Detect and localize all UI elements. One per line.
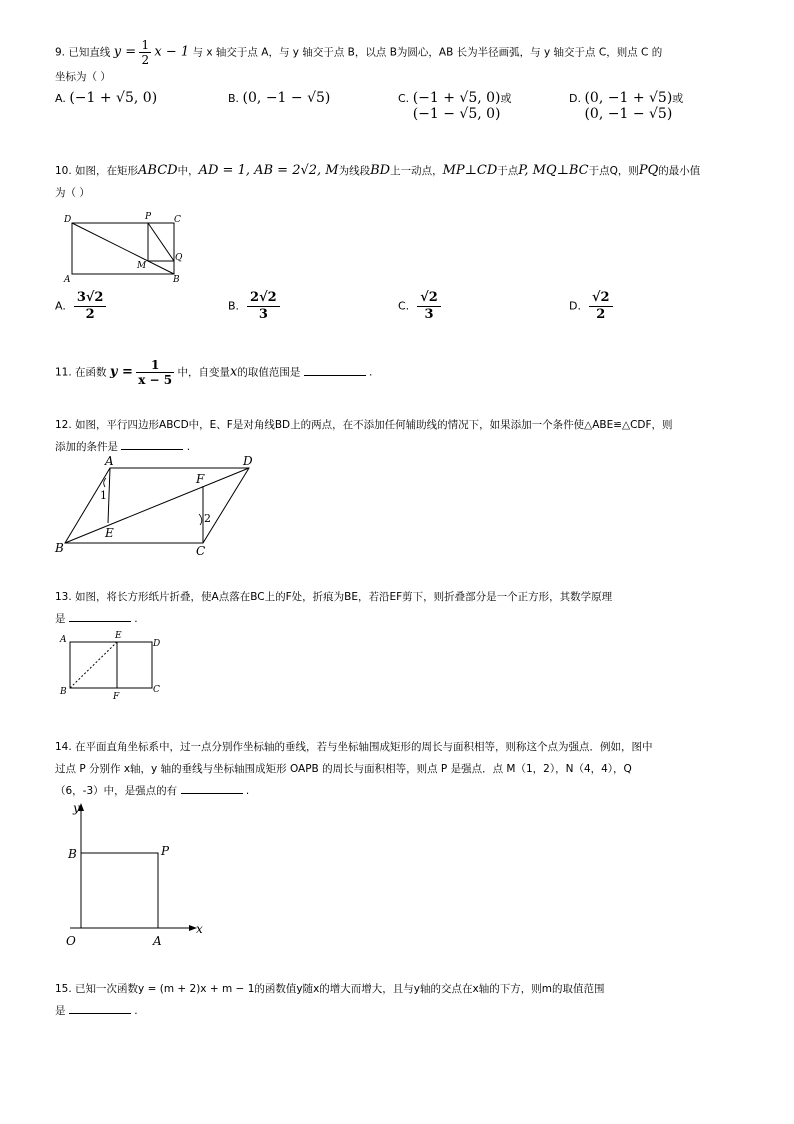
option-a[interactable]: A. (−1 + √5, 0) [55, 90, 158, 106]
question-15: 15. 已知一次函数y = (m + 2)x + m − 1的函数值y随x的增大而增大，且与y轴的交点在x轴的下方，则m的取值范围 [55, 983, 605, 995]
label-2: 2 [204, 512, 211, 525]
answer-blank[interactable] [69, 609, 131, 622]
label-a: A [64, 275, 71, 283]
label-f: F [113, 692, 120, 702]
question-15-line2: 是 . [55, 1000, 745, 1022]
figure-coordinate-plane [58, 800, 208, 950]
answer-blank[interactable] [181, 781, 243, 794]
question-13-line2: 是 . [55, 608, 745, 630]
label-b: B [55, 541, 64, 555]
question-14-line2: 过点 P 分别作 x轴，y 轴的垂线与坐标轴围成矩形 OAPB 的周长与面积相等，则点 P 是强点．点 M（1，2），N（4，4），Q [55, 763, 632, 775]
figure-rectangle-abcd [55, 208, 195, 283]
label-c: C [174, 215, 181, 225]
label-1: 1 [100, 489, 107, 502]
option-d[interactable]: D. $\frac{√2}{2}$ [569, 290, 613, 323]
answer-blank[interactable] [69, 1001, 131, 1014]
option-a[interactable]: A. $\frac{3√2}{2}$ [55, 290, 106, 323]
option-d[interactable]: D. (0, −1 + √5)或 (0, −1 − √5) [569, 90, 684, 122]
label-a: A [60, 635, 67, 645]
question-number: 9. [55, 46, 66, 59]
math-expr: x − 1 [154, 44, 190, 60]
question-number: 13. [55, 591, 72, 603]
question-9 [55, 38, 745, 67]
label-f: F [196, 472, 205, 486]
label-y: y [73, 801, 80, 815]
answer-blank[interactable] [304, 363, 366, 376]
question-number: 12. [55, 419, 72, 431]
label-m: M [137, 261, 147, 271]
fraction: $\frac{1}{2}$ [141, 38, 150, 67]
label-q: Q [175, 253, 183, 263]
question-number: 11. [55, 366, 72, 379]
question-9-line2 [55, 66, 745, 88]
label-a: A [153, 934, 162, 948]
label-b: B [60, 687, 67, 697]
question-text: 坐标为（ ） [55, 71, 111, 83]
option-b[interactable]: B. (0, −1 − √5) [228, 90, 331, 106]
label-d: D [64, 215, 72, 225]
question-text: 与 x 轴交于点 A，与 y 轴交于点 B，以点 B为圆心，AB 长为半径画弧，与 y 轴交于点 C，则点 C 的 [192, 46, 663, 59]
answer-blank[interactable] [121, 437, 183, 450]
label-e: E [105, 526, 114, 540]
question-number: 10. [55, 165, 72, 177]
question-12: 12. 如图，平行四边形ABCD中，E、F是对角线BD上的两点，在不添加任何辅助线的情况下，如果添加一个条件使△ABE≌△CDF，则 [55, 419, 673, 431]
figure-parallelogram [50, 452, 265, 560]
question-14: 14. 在平面直角坐标系中，过一点分别作坐标轴的垂线，若与坐标轴围成矩形的周长与面积相等，则称这个点为强点．例如，图中 [55, 741, 653, 753]
figure-folded-rectangle [55, 630, 170, 702]
label-b: B [173, 275, 180, 283]
question-number: 14. [55, 741, 72, 753]
question-text: 已知直线 [68, 46, 111, 59]
question-14-line3: （6，-3）中，是强点的有 . [55, 780, 745, 802]
label-o: O [66, 934, 76, 948]
label-b: B [68, 847, 77, 861]
question-10-line2: 为（ ） [55, 187, 90, 199]
question-11: 11. 在函数 y = $\frac{1}{x - 5}$ 中，自变量x的取值范围是 . [55, 358, 373, 387]
question-number: 15. [55, 983, 72, 995]
math-expr: y = [113, 44, 137, 60]
label-x: x [196, 922, 203, 936]
label-e: E [115, 631, 122, 641]
question-13: 13. 如图，将长方形纸片折叠，使A点落在BC上的F处，折痕为BE，若沿EF剪下，则折叠部分是一个正方形，其数学原理 [55, 591, 613, 603]
question-12-line2: 添加的条件是 . [55, 436, 745, 458]
label-c: C [196, 544, 206, 558]
label-p: P [145, 212, 152, 222]
label-p: P [161, 844, 170, 858]
option-c[interactable]: C. $\frac{√2}{3}$ [398, 290, 441, 323]
label-c: C [153, 685, 160, 695]
label-d: D [243, 454, 253, 468]
option-c[interactable]: C. (−1 + √5, 0)或 (−1 − √5, 0) [398, 90, 512, 122]
question-10: 10. 如图，在矩形ABCD中，AD = 1, AB = 2√2, M为线段BD上一动点，MP⊥CD于点P, MQ⊥BC于点Q，则PQ的最小值 [55, 163, 701, 178]
label-d: D [153, 639, 161, 649]
label-a: A [105, 454, 114, 468]
option-b[interactable]: B. $\frac{2√2}{3}$ [228, 290, 280, 323]
